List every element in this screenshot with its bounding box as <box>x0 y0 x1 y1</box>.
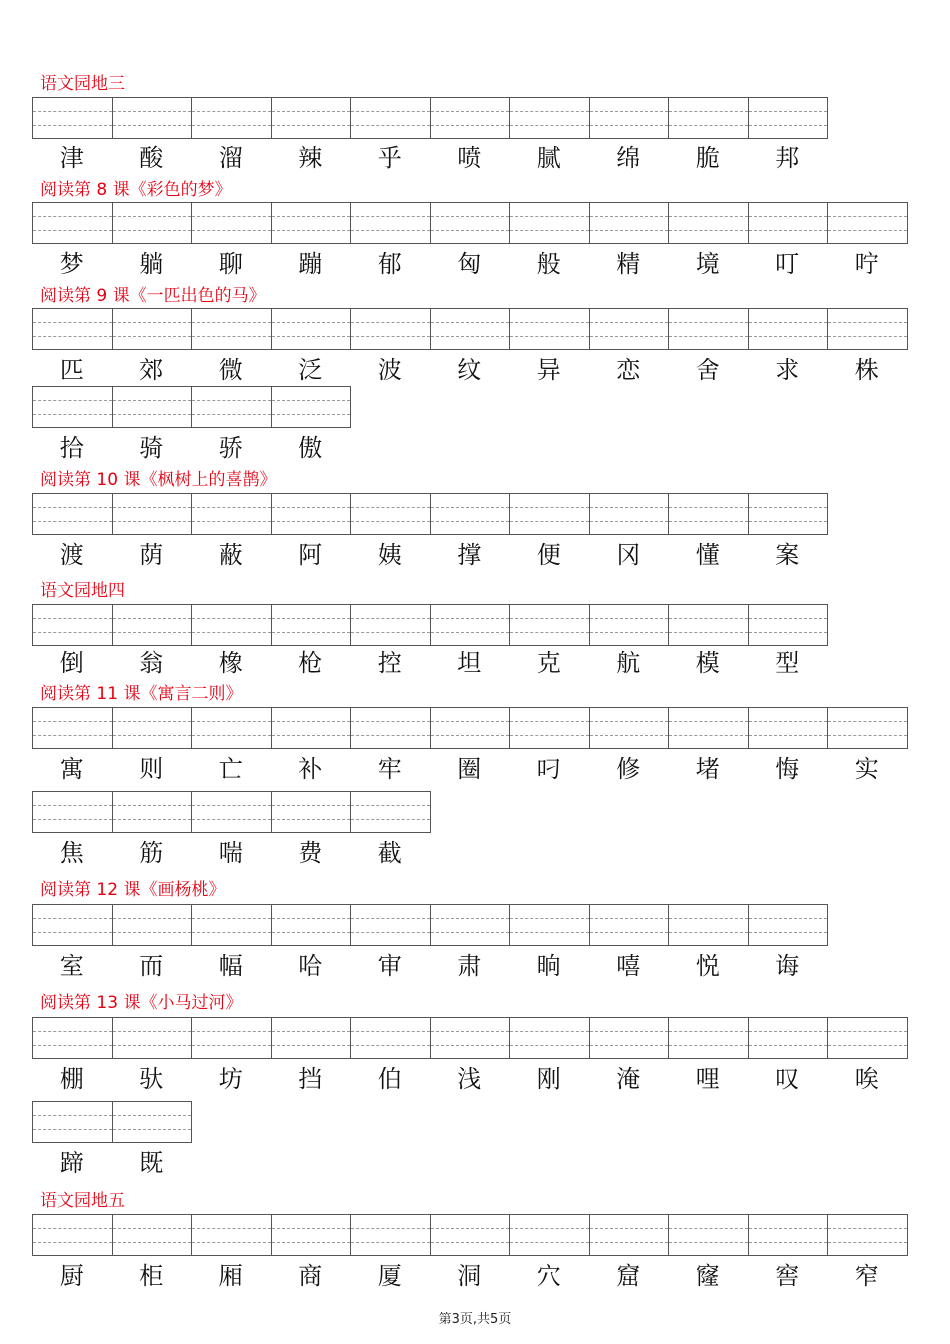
character: 精 <box>616 250 641 278</box>
character: 费 <box>298 839 323 867</box>
character: 蹄 <box>59 1149 84 1177</box>
grid-cell <box>192 1214 272 1256</box>
character: 郊 <box>139 356 164 384</box>
character: 津 <box>59 144 84 172</box>
character: 既 <box>139 1149 164 1177</box>
character: 荫 <box>139 541 164 569</box>
character-row <box>32 353 907 387</box>
character: 刚 <box>536 1065 561 1093</box>
character: 诲 <box>775 952 800 980</box>
grid-cell <box>33 791 113 833</box>
grid-cell <box>272 604 352 646</box>
character: 穴 <box>536 1262 561 1290</box>
character: 株 <box>854 356 879 384</box>
grid-cell <box>113 1017 193 1059</box>
character: 般 <box>536 250 561 278</box>
grid-cell <box>431 707 511 749</box>
character: 牢 <box>377 755 402 783</box>
grid-cell <box>272 97 352 139</box>
writing-grid <box>32 202 908 244</box>
grid-cell <box>351 1214 431 1256</box>
character: 聊 <box>218 250 243 278</box>
character: 冈 <box>616 541 641 569</box>
grid-cell <box>351 904 431 946</box>
grid-cell <box>590 202 670 244</box>
grid-cell <box>33 1101 113 1143</box>
character: 乎 <box>377 144 402 172</box>
character: 阿 <box>298 541 323 569</box>
character: 唉 <box>854 1065 879 1093</box>
grid-cell <box>272 1214 352 1256</box>
grid-cell <box>590 707 670 749</box>
character: 梦 <box>59 250 84 278</box>
grid-cell <box>192 493 272 535</box>
character: 模 <box>695 649 720 677</box>
character: 匹 <box>59 356 84 384</box>
character-row <box>32 431 350 465</box>
grid-cell <box>431 604 511 646</box>
grid-cell <box>669 1017 749 1059</box>
grid-cell <box>431 1017 511 1059</box>
character: 厦 <box>377 1262 402 1290</box>
character: 求 <box>775 356 800 384</box>
grid-cell <box>510 202 590 244</box>
character: 溜 <box>218 144 243 172</box>
character: 棚 <box>59 1065 84 1093</box>
character: 喷 <box>457 144 482 172</box>
grid-cell <box>431 97 511 139</box>
grid-cell <box>749 202 829 244</box>
grid-cell <box>510 707 590 749</box>
grid-cell <box>192 386 272 428</box>
grid-cell <box>192 791 272 833</box>
grid-cell <box>828 1214 908 1256</box>
grid-cell <box>510 904 590 946</box>
character: 哈 <box>298 952 323 980</box>
character: 酸 <box>139 144 164 172</box>
character: 嘻 <box>616 952 641 980</box>
writing-grid <box>32 493 828 535</box>
section-title: 阅读第 8 课《彩色的梦》 <box>40 180 232 200</box>
character: 幅 <box>218 952 243 980</box>
grid-cell <box>669 202 749 244</box>
grid-cell <box>828 1017 908 1059</box>
grid-cell <box>33 493 113 535</box>
character: 舍 <box>695 356 720 384</box>
character: 修 <box>616 755 641 783</box>
grid-cell <box>749 904 829 946</box>
grid-cell <box>192 904 272 946</box>
character: 亡 <box>218 755 243 783</box>
section-title: 阅读第 9 课《一匹出色的马》 <box>40 286 266 306</box>
character-row <box>32 1146 191 1180</box>
character: 堵 <box>695 755 720 783</box>
grid-cell <box>669 604 749 646</box>
character: 控 <box>377 649 402 677</box>
character: 匈 <box>457 250 482 278</box>
character-row <box>32 646 827 680</box>
character: 哩 <box>695 1065 720 1093</box>
character: 补 <box>298 755 323 783</box>
character: 悔 <box>775 755 800 783</box>
grid-cell <box>33 904 113 946</box>
character: 倒 <box>59 649 84 677</box>
section-title: 语文园地五 <box>40 1191 125 1211</box>
grid-cell <box>272 493 352 535</box>
grid-cell <box>272 308 352 350</box>
grid-cell <box>33 1214 113 1256</box>
grid-cell <box>33 202 113 244</box>
section-title: 阅读第 10 课《枫树上的喜鹊》 <box>40 470 277 490</box>
grid-cell <box>33 308 113 350</box>
grid-cell <box>590 604 670 646</box>
grid-cell <box>510 308 590 350</box>
character: 骄 <box>218 434 243 462</box>
character: 柜 <box>139 1262 164 1290</box>
section-title: 阅读第 11 课《寓言二则》 <box>40 684 243 704</box>
character: 翁 <box>139 649 164 677</box>
character: 厢 <box>218 1262 243 1290</box>
grid-cell <box>590 308 670 350</box>
character: 绵 <box>616 144 641 172</box>
character: 异 <box>536 356 561 384</box>
grid-cell <box>192 97 272 139</box>
grid-cell <box>33 97 113 139</box>
grid-cell <box>431 1214 511 1256</box>
character: 骑 <box>139 434 164 462</box>
grid-cell <box>590 1017 670 1059</box>
character: 蔽 <box>218 541 243 569</box>
character: 浅 <box>457 1065 482 1093</box>
character: 洞 <box>457 1262 482 1290</box>
character: 室 <box>59 952 84 980</box>
grid-cell <box>113 386 193 428</box>
character: 邦 <box>775 144 800 172</box>
grid-cell <box>590 1214 670 1256</box>
character: 坦 <box>457 649 482 677</box>
grid-cell <box>669 493 749 535</box>
character-row <box>32 1062 907 1096</box>
character: 便 <box>536 541 561 569</box>
grid-cell <box>113 604 193 646</box>
character: 伯 <box>377 1065 402 1093</box>
grid-cell <box>113 97 193 139</box>
character: 案 <box>775 541 800 569</box>
character: 微 <box>218 356 243 384</box>
grid-cell <box>828 308 908 350</box>
character: 波 <box>377 356 402 384</box>
character-row <box>32 247 907 281</box>
grid-cell <box>510 1214 590 1256</box>
writing-grid <box>32 1101 192 1143</box>
grid-cell <box>113 308 193 350</box>
grid-cell <box>113 1101 193 1143</box>
grid-cell <box>590 97 670 139</box>
grid-cell <box>351 1017 431 1059</box>
character: 叮 <box>775 250 800 278</box>
grid-cell <box>590 493 670 535</box>
writing-grid <box>32 1214 908 1256</box>
grid-cell <box>351 493 431 535</box>
grid-cell <box>272 1017 352 1059</box>
writing-grid <box>32 308 908 350</box>
grid-cell <box>192 308 272 350</box>
character: 躺 <box>139 250 164 278</box>
grid-cell <box>33 386 113 428</box>
character-row <box>32 949 827 983</box>
grid-cell <box>113 1214 193 1256</box>
character: 橡 <box>218 649 243 677</box>
grid-cell <box>351 707 431 749</box>
character: 挡 <box>298 1065 323 1093</box>
character: 驮 <box>139 1065 164 1093</box>
grid-cell <box>749 308 829 350</box>
character: 窖 <box>775 1262 800 1290</box>
character: 焦 <box>59 839 84 867</box>
writing-grid <box>32 604 828 646</box>
character: 咛 <box>854 250 879 278</box>
character: 圈 <box>457 755 482 783</box>
character-row <box>32 538 827 572</box>
grid-cell <box>431 904 511 946</box>
character: 腻 <box>536 144 561 172</box>
grid-cell <box>192 202 272 244</box>
grid-cell <box>749 1017 829 1059</box>
grid-cell <box>669 308 749 350</box>
character: 窿 <box>695 1262 720 1290</box>
grid-cell <box>669 707 749 749</box>
section-title: 阅读第 12 课《画杨桃》 <box>40 880 226 900</box>
character-row <box>32 141 827 175</box>
character: 而 <box>139 952 164 980</box>
grid-cell <box>351 97 431 139</box>
character: 窄 <box>854 1262 879 1290</box>
character: 截 <box>377 839 402 867</box>
grid-cell <box>669 904 749 946</box>
character: 实 <box>854 755 879 783</box>
character: 姨 <box>377 541 402 569</box>
character: 厨 <box>59 1262 84 1290</box>
character: 恋 <box>616 356 641 384</box>
character: 窟 <box>616 1262 641 1290</box>
character: 寓 <box>59 755 84 783</box>
grid-cell <box>749 604 829 646</box>
character: 淹 <box>616 1065 641 1093</box>
grid-cell <box>113 707 193 749</box>
section-title: 语文园地三 <box>40 74 125 94</box>
grid-cell <box>113 493 193 535</box>
grid-cell <box>749 97 829 139</box>
grid-cell <box>192 1017 272 1059</box>
character: 郁 <box>377 250 402 278</box>
grid-cell <box>749 493 829 535</box>
grid-cell <box>272 707 352 749</box>
grid-cell <box>749 1214 829 1256</box>
writing-grid <box>32 386 351 428</box>
character: 叹 <box>775 1065 800 1093</box>
grid-cell <box>669 97 749 139</box>
grid-cell <box>192 707 272 749</box>
character: 傲 <box>298 434 323 462</box>
grid-cell <box>272 904 352 946</box>
writing-grid <box>32 97 828 139</box>
character: 枪 <box>298 649 323 677</box>
section-title: 阅读第 13 课《小马过河》 <box>40 993 243 1013</box>
grid-cell <box>351 791 431 833</box>
grid-cell <box>351 604 431 646</box>
grid-cell <box>351 308 431 350</box>
character: 境 <box>695 250 720 278</box>
writing-grid <box>32 904 828 946</box>
writing-grid <box>32 1017 908 1059</box>
grid-cell <box>669 1214 749 1256</box>
character: 脆 <box>695 144 720 172</box>
character: 型 <box>775 649 800 677</box>
grid-cell <box>431 202 511 244</box>
character: 叼 <box>536 755 561 783</box>
grid-cell <box>828 202 908 244</box>
grid-cell <box>33 707 113 749</box>
character-row <box>32 752 907 786</box>
character: 撑 <box>457 541 482 569</box>
grid-cell <box>192 604 272 646</box>
character: 蹦 <box>298 250 323 278</box>
section-title: 语文园地四 <box>40 581 125 601</box>
grid-cell <box>113 904 193 946</box>
character: 肃 <box>457 952 482 980</box>
grid-cell <box>272 791 352 833</box>
grid-cell <box>33 604 113 646</box>
grid-cell <box>510 97 590 139</box>
character-row <box>32 836 430 870</box>
grid-cell <box>590 904 670 946</box>
character-row <box>32 1259 907 1293</box>
character: 懂 <box>695 541 720 569</box>
character: 纹 <box>457 356 482 384</box>
character: 渡 <box>59 541 84 569</box>
character: 悦 <box>695 952 720 980</box>
grid-cell <box>272 386 352 428</box>
character: 筋 <box>139 839 164 867</box>
character: 审 <box>377 952 402 980</box>
grid-cell <box>431 308 511 350</box>
character: 晌 <box>536 952 561 980</box>
character: 拾 <box>59 434 84 462</box>
character: 克 <box>536 649 561 677</box>
grid-cell <box>510 493 590 535</box>
grid-cell <box>272 202 352 244</box>
grid-cell <box>431 493 511 535</box>
character: 航 <box>616 649 641 677</box>
grid-cell <box>113 791 193 833</box>
grid-cell <box>510 604 590 646</box>
character: 泛 <box>298 356 323 384</box>
character: 坊 <box>218 1065 243 1093</box>
character: 则 <box>139 755 164 783</box>
grid-cell <box>510 1017 590 1059</box>
writing-grid <box>32 791 431 833</box>
grid-cell <box>113 202 193 244</box>
character: 辣 <box>298 144 323 172</box>
grid-cell <box>351 202 431 244</box>
character: 商 <box>298 1262 323 1290</box>
grid-cell <box>33 1017 113 1059</box>
grid-cell <box>828 707 908 749</box>
grid-cell <box>749 707 829 749</box>
character: 喘 <box>218 839 243 867</box>
writing-grid <box>32 707 908 749</box>
page-number: 第3页,共5页 <box>438 1312 512 1327</box>
